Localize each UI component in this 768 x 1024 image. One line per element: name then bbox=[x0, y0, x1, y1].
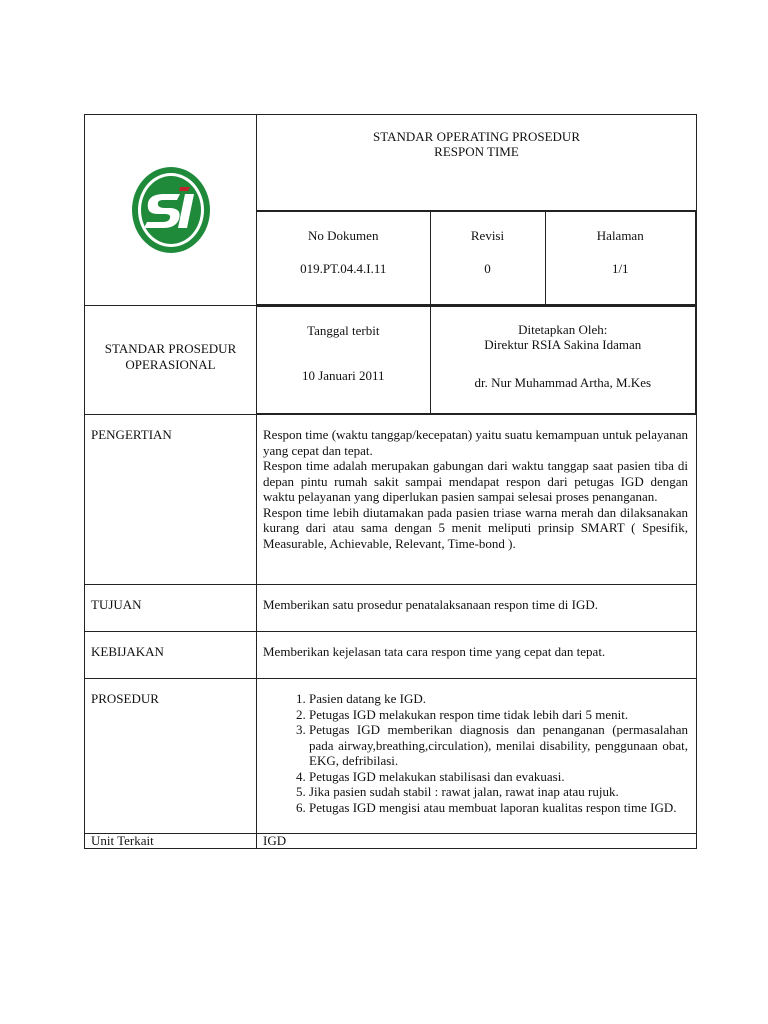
revisi-cell bbox=[430, 212, 545, 305]
document-title-line1: STANDAR OPERATING PROSEDUR bbox=[373, 129, 580, 144]
prosedur-step: 2. Petugas IGD melakukan respon time tidak lebih dari 5 menit. bbox=[309, 707, 688, 723]
no-dokumen-cell bbox=[257, 212, 430, 305]
prosedur-step: 6. Petugas IGD mengisi atau membuat laporan kualitas respon time IGD. bbox=[309, 800, 688, 816]
prosedur-step: 5. Jika pasien sudah stabil : rawat jalan, rawat inap atau rujuk. bbox=[309, 784, 688, 800]
pengertian-label: PENGERTIAN bbox=[85, 415, 257, 585]
unit-terkait-label: Unit Terkait bbox=[85, 834, 257, 849]
sop-document-table bbox=[84, 114, 697, 849]
revisi-value: 0 bbox=[484, 261, 491, 276]
prosedur-body bbox=[257, 679, 697, 834]
svg-text:SI: SI bbox=[129, 165, 131, 166]
ditetapkan-cell bbox=[430, 307, 696, 414]
pengertian-paragraph: Respon time (waktu tanggap/kecepatan) yaitu suatu kemampuan untuk pelayanan yang cepat dan tepat. bbox=[263, 427, 688, 458]
prosedur-step: 1. Pasien datang ke IGD. bbox=[309, 691, 688, 707]
document-title-line2: RESPON TIME bbox=[434, 144, 519, 159]
kebijakan-text: Memberikan kejelasan tata cara respon time yang cepat dan tepat. bbox=[257, 632, 697, 679]
no-dokumen-label: No Dokumen bbox=[308, 228, 379, 243]
ditetapkan-title: Direktur RSIA Sakina Idaman bbox=[484, 337, 642, 352]
prosedur-step: 4. Petugas IGD melakukan stabilisasi dan evakuasi. bbox=[309, 769, 688, 785]
ditetapkan-label: Ditetapkan Oleh: bbox=[518, 322, 608, 337]
halaman-value: 1/1 bbox=[611, 261, 629, 276]
revisi-label: Revisi bbox=[470, 228, 505, 243]
unit-terkait-value: IGD bbox=[257, 834, 697, 849]
prosedur-steps-list bbox=[263, 691, 688, 815]
sop-label-line2: OPERASIONAL bbox=[125, 357, 216, 372]
logo-cell bbox=[85, 115, 257, 306]
prosedur-label: PROSEDUR bbox=[85, 679, 257, 834]
tanggal-terbit-value: 10 Januari 2011 bbox=[301, 368, 385, 383]
hospital-logo-icon bbox=[130, 165, 212, 255]
signatory-name: dr. Nur Muhammad Artha, M.Kes bbox=[474, 375, 652, 390]
document-info-cell bbox=[257, 211, 697, 306]
tanggal-terbit-label: Tanggal terbit bbox=[307, 323, 380, 338]
tanggal-terbit-cell bbox=[257, 307, 430, 414]
document-info-table bbox=[257, 211, 696, 305]
pengertian-body bbox=[257, 415, 697, 585]
no-dokumen-value: 019.PT.04.4.I.11 bbox=[300, 261, 387, 276]
halaman-cell bbox=[545, 212, 696, 305]
pengertian-paragraph: Respon time adalah merupakan gabungan dari waktu tanggap saat pasien tiba di depan pintu rumah sakit sampai mendapat respon dari petugas IGD dengan waktu pelayanan yang diperlukan pasien sampai selesai proses penanganan. bbox=[263, 458, 688, 504]
sop-label-cell bbox=[85, 306, 257, 415]
tujuan-text: Memberikan satu prosedur penatalaksanaan respon time di IGD. bbox=[257, 585, 697, 632]
sop-label-line1: STANDAR PROSEDUR bbox=[104, 341, 237, 356]
tujuan-label: TUJUAN bbox=[85, 585, 257, 632]
document-title-cell bbox=[257, 115, 697, 211]
kebijakan-label: KEBIJAKAN bbox=[85, 632, 257, 679]
pengertian-paragraph: Respon time lebih diutamakan pada pasien triase warna merah dan dilaksanakan kurang dari atau sama dengan 5 menit meliputi prinsip SMART ( Spesifik, Measurable, Achievable, Relevant, Time-bond ). bbox=[263, 504, 688, 551]
prosedur-step: 3. Petugas IGD memberikan diagnosis dan penanganan (permasalahan pada airway,breathing,circulation), menilai disability, penggunaan obat, EKG, defribilasi. bbox=[309, 722, 688, 769]
sop-info-table bbox=[257, 306, 696, 414]
halaman-label: Halaman bbox=[596, 228, 644, 243]
sop-info-cell bbox=[257, 306, 697, 415]
